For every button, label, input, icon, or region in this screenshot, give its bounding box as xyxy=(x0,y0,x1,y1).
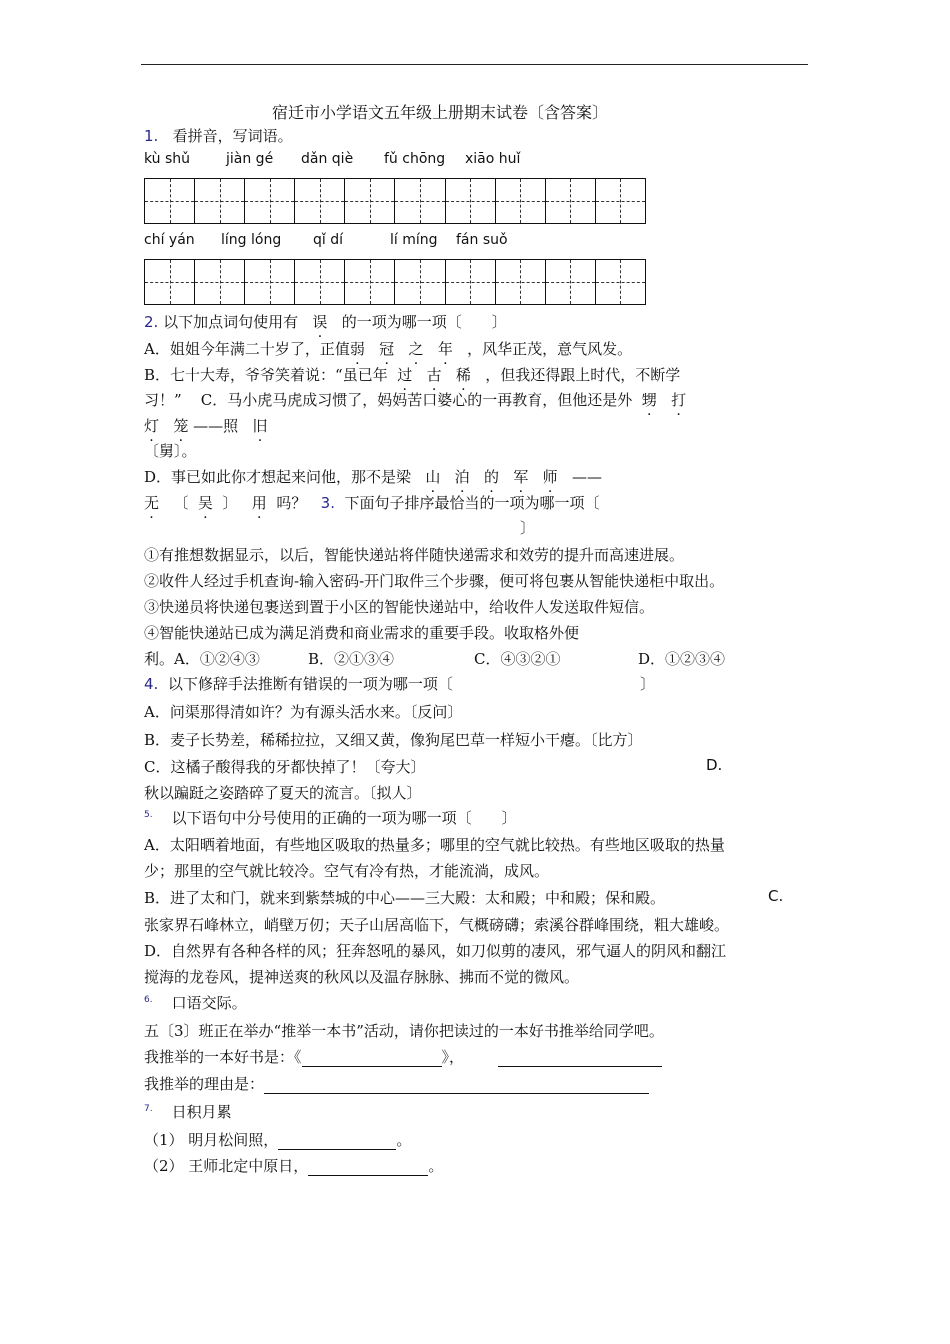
q2-d-l2-f: 吗？ xyxy=(276,494,307,512)
q6-l3-text: 我推举的理由是： xyxy=(144,1075,265,1093)
q6-l2-mid: 》， xyxy=(441,1048,465,1066)
pinyin-2: jiàn gé xyxy=(226,151,274,167)
pinyin-9: lí míng xyxy=(390,232,438,248)
q6-line-2 xyxy=(144,1046,662,1067)
grid-cell xyxy=(145,260,195,304)
pinyin-5: xiāo huǐ xyxy=(465,151,521,167)
q2-stem xyxy=(144,311,507,332)
pinyin-8: qǐ dí xyxy=(313,232,344,248)
q2-d-pre: D．事已如此你才想起来问他，那不是梁 xyxy=(144,468,412,486)
q2-d-l2-b: 〔 xyxy=(173,494,189,512)
q2-option-d xyxy=(144,466,602,487)
q3-option-c[interactable]: C．④③②① xyxy=(474,650,561,668)
q5-option-d-2: 搅海的龙卷风，提神送爽的秋风以及温存脉脉、拂而不觉的微风。 xyxy=(144,968,580,986)
q3-sentence-3: ③快递员将快递包裹送到置于小区的智能快递站中，给收件人发送取件短信。 xyxy=(144,598,655,616)
q2-c-pre: C．马小虎马虎成习惯了，妈妈苦口婆心的一再教育，但他还是外 xyxy=(200,391,633,409)
grid-cell xyxy=(496,179,546,223)
q2-b-post: ，但我还得跟上时代，不断学 xyxy=(485,366,681,384)
q6-line-3 xyxy=(144,1073,649,1094)
q3-stem: 下面句子排序最恰当的一项为哪一项〔 xyxy=(344,494,600,512)
q3-sentence-2: ②收件人经过手机查询-输入密码-开门取件三个步骤，便可将包裹从智能快递柜中取出。 xyxy=(144,572,725,590)
q2-d-dot2: 泊 xyxy=(454,468,470,486)
q2-option-c-line xyxy=(144,389,686,410)
q2-d-dot1: 山 xyxy=(425,468,441,486)
q7-stem xyxy=(144,1101,232,1122)
q1-heading xyxy=(144,125,293,146)
q2-a-dot2: 冠 xyxy=(379,340,395,358)
q2-a-pre: A．姐姐今年满二十岁了，正值 xyxy=(144,340,350,358)
q3-option-b[interactable]: B．②①③④ xyxy=(308,650,395,668)
q2-c-dot1: 甥 xyxy=(641,391,657,409)
q6-number: 6. xyxy=(144,995,153,1005)
grid-cell xyxy=(496,260,546,304)
q2-c-dot5: 旧 xyxy=(252,417,268,435)
q2-option-c-line4: 〔舅〕。 xyxy=(144,442,197,460)
q4-stem-text: 以下修辞手法推断有错误的一项为哪一项〔 xyxy=(167,675,453,693)
grid-cell xyxy=(195,260,245,304)
q2-d-dot3: 的 xyxy=(484,468,500,486)
q3-option-d[interactable]: D．①②③④ xyxy=(638,650,726,668)
q2-d-l2-a: 无 xyxy=(144,494,160,512)
q4-stem xyxy=(144,673,453,694)
q5-option-a-1: A．太阳晒着地面，有些地区吸取的热量多；哪里的空气就比较热。有些地区吸取的热量 xyxy=(144,836,725,854)
pinyin-7: líng lóng xyxy=(221,232,282,248)
q2-c-mid: ——照 xyxy=(193,417,239,435)
grid-cell xyxy=(195,179,245,223)
q7-line-1 xyxy=(144,1129,411,1150)
grid-cell xyxy=(345,260,395,304)
poem-blank-2[interactable] xyxy=(308,1157,428,1176)
grid-cell xyxy=(446,260,496,304)
q2-d-l2-d: 〕 xyxy=(222,494,238,512)
q3-number: 3. xyxy=(320,494,335,512)
q5-stem xyxy=(144,807,517,828)
q2-d-post: —— xyxy=(571,468,602,486)
q5-option-c-label: C. xyxy=(768,887,784,905)
q2-option-a xyxy=(144,338,632,359)
q3-s4-end: 利。 xyxy=(144,650,175,668)
q2-a-dot3: 之 xyxy=(408,340,424,358)
q4-option-d-label: D. xyxy=(706,756,723,774)
q5-option-a-2: 少；那里的空气就比较冷。空气有冷有热，才能流淌，成风。 xyxy=(144,862,550,880)
q5-number: 5. xyxy=(144,810,153,820)
q2-stem-b: 的一项为哪一项〔 〕 xyxy=(341,313,507,331)
q5-stem-text: 以下语句中分号使用的正确的一项为哪一项〔 〕 xyxy=(171,809,517,827)
q2-c-dot2: 打 xyxy=(671,391,687,409)
grid-cell xyxy=(145,179,195,223)
q2-d-dot4: 军 xyxy=(513,468,529,486)
q7-stem-text: 日积月累 xyxy=(171,1103,232,1121)
q4-option-c: C．这橘子酸得我的牙都快掉了！〔夸大〕 xyxy=(144,758,426,776)
q1-text: 看拼音，写词语。 xyxy=(172,127,293,145)
q7-l1-end: 。 xyxy=(396,1131,412,1149)
grid-cell xyxy=(446,179,496,223)
q6-stem-text: 口语交际。 xyxy=(171,994,247,1012)
q5-option-c: 张家界石峰林立，峭壁万仞；天子山居高临下，气概磅礴；索溪谷群峰围绕，粗大雄峻。 xyxy=(144,916,730,934)
grid-cell xyxy=(245,179,295,223)
q3-sentence-1: ①有推想数据显示，以后，智能快递站将伴随快递需求和效劳的提升而高速进展。 xyxy=(144,546,685,564)
q7-line-2 xyxy=(144,1155,443,1176)
q3-options xyxy=(144,648,726,669)
grid-cell xyxy=(596,260,645,304)
pinyin-1: kù shǔ xyxy=(144,151,191,167)
q7-l2-end: 。 xyxy=(428,1157,444,1175)
q1-writing-grid-2[interactable] xyxy=(144,259,646,305)
grid-cell xyxy=(295,179,345,223)
grid-cell xyxy=(345,179,395,223)
grid-cell xyxy=(395,260,445,304)
grid-cell xyxy=(546,179,596,223)
q4-stem-end: 〕 xyxy=(640,675,656,693)
q2-stem-dot: 误 xyxy=(312,313,328,331)
q2-d-l2-c: 吴 xyxy=(197,494,213,512)
q3-sentence-4: ④智能快递站已成为满足消费和商业需求的重要手段。收取格外便 xyxy=(144,624,580,642)
grid-cell xyxy=(546,260,596,304)
grid-cell xyxy=(395,179,445,223)
q5-option-b: B．进了太和门，就来到紫禁城的中心——三大殿：太和殿；中和殿；保和殿。 xyxy=(144,889,666,907)
book-author-blank[interactable] xyxy=(498,1048,662,1067)
q7-l2-pre: （2） 王师北定中原日， xyxy=(144,1157,309,1175)
q5-option-d-1: D．自然界有各种各样的风；狂奔怒吼的暴风，如刀似剪的凄风，邪气逼人的阴风和翻江 xyxy=(144,942,727,960)
q2-b-dot3: 稀 xyxy=(455,366,471,384)
q7-l1-pre: （1） 明月松间照， xyxy=(144,1131,279,1149)
q6-line-1: 五〔3〕班正在举办“推举一本书”活动，请你把读过的一本好书推举给同学吧。 xyxy=(144,1022,664,1040)
q2-b-dot2: 古 xyxy=(426,366,442,384)
q3-option-a[interactable]: A．①②④③ xyxy=(174,650,260,668)
q2-a-dot1: 弱 xyxy=(349,340,365,358)
pinyin-3: dǎn qiè xyxy=(301,151,354,167)
q4-number: 4. xyxy=(144,675,159,693)
page-title: 宿迁市小学语文五年级上册期末试卷〔含答案〕 xyxy=(272,103,609,122)
q2-b-pre: B．七十大寿，爷爷笑着说：“虽已年 xyxy=(144,366,388,384)
q2-c-dot3: 灯 xyxy=(144,417,160,435)
grid-cell xyxy=(245,260,295,304)
pinyin-10: fán suǒ xyxy=(456,232,508,248)
q6-l2-pre: 我推举的一本好书是：《 xyxy=(144,1048,302,1066)
grid-cell xyxy=(295,260,345,304)
q1-number: 1. xyxy=(144,127,159,145)
header-rule xyxy=(141,64,808,65)
q2-stem-a: 以下加点词句使用有 xyxy=(163,313,299,331)
q4-option-b: B．麦子长势差，稀稀拉拉，又细又黄，像狗尾巴草一样短小干瘪。〔比方〕 xyxy=(144,731,643,749)
q4-option-a: A．问渠那得清如许？为有源头活水来。〔反问〕 xyxy=(144,703,463,721)
poem-blank-1[interactable] xyxy=(278,1131,396,1150)
reason-blank[interactable] xyxy=(264,1075,649,1094)
q2-b-dot1: 过 xyxy=(397,366,413,384)
grid-cell xyxy=(596,179,645,223)
q3-stem-end: 〕 xyxy=(520,519,536,537)
q2-option-c-line3 xyxy=(144,415,267,436)
q2-d-dot5: 师 xyxy=(542,468,558,486)
q2-option-b xyxy=(144,364,680,385)
q2-d-l2-e: 用 xyxy=(251,494,267,512)
q2-a-dot4: 年 xyxy=(437,340,453,358)
pinyin-6: chí yán xyxy=(144,232,195,248)
q6-stem xyxy=(144,992,247,1013)
book-title-blank[interactable] xyxy=(302,1048,442,1067)
q4-option-d: 秋以蹁跹之姿踏碎了夏天的流言。〔拟人〕 xyxy=(144,784,422,802)
q2-number: 2. xyxy=(144,313,159,331)
q1-writing-grid-1[interactable] xyxy=(144,178,646,224)
q2-c-dot4: 笼 xyxy=(173,417,189,435)
q7-number: 7. xyxy=(144,1104,153,1114)
q2-d-line2-q3-stem xyxy=(144,492,600,513)
q2-a-post: ，风华正茂，意气风发。 xyxy=(467,340,633,358)
pinyin-4: fǔ chōng xyxy=(384,151,446,167)
q2-b-line2: 习！” xyxy=(144,391,182,409)
